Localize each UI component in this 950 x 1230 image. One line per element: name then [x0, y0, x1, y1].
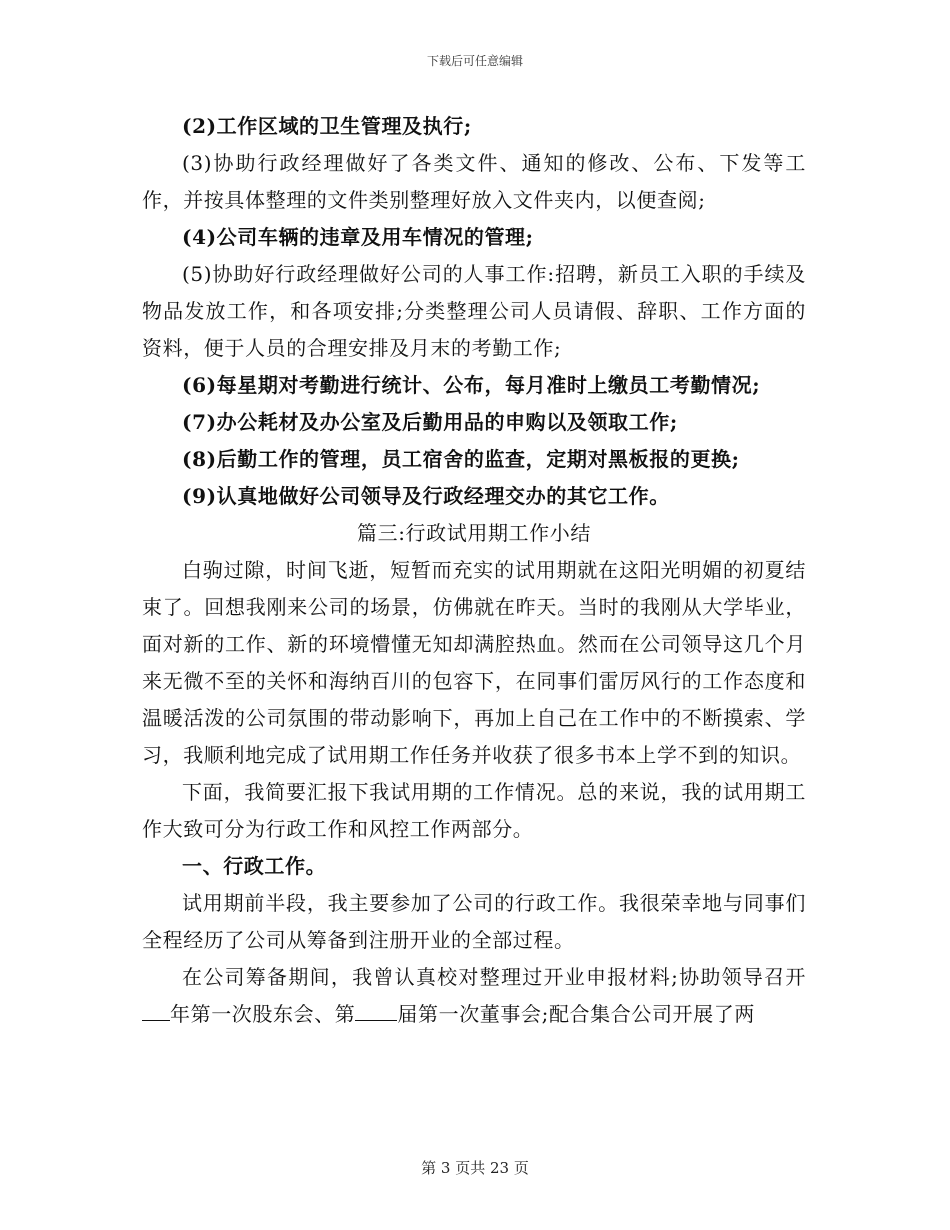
preparation-text-a: 在公司筹备期间，我曾认真校对整理过开业申报材料;协助领导召开 — [182, 965, 806, 989]
list-item-9: (9)认真地做好公司领导及行政经理交办的其它工作。 — [182, 484, 670, 508]
list-item-2: (2)工作区域的卫生管理及执行; — [182, 114, 472, 138]
document-body — [142, 108, 806, 1033]
list-item-5: (5)协助好行政经理做好公司的人事工作:招聘，新员工入职的手续及物品发放工作，和各项安排;分类整理公司人员请假、辞职、工作方面的资料，便于人员的合理安排及月末的考勤工作; — [142, 262, 806, 360]
paragraph-summary: 下面，我简要汇报下我试用期的工作情况。总的来说，我的试用期工作大致可分为行政工作和风控工作两部分。 — [142, 780, 806, 841]
heading-admin-work: 一、行政工作。 — [182, 854, 327, 878]
blank-session — [355, 1019, 397, 1021]
section-title: 篇三:行政试用期工作小结 — [357, 521, 591, 545]
list-item-3: (3)协助行政经理做好了各类文件、通知的修改、公布、下发等工作，并按具体整理的文件类别整理好放入文件夹内，以便查阅; — [142, 151, 806, 212]
list-item-6: (6)每星期对考勤进行统计、公布，每月准时上缴员工考勤情况; — [182, 373, 761, 397]
blank-year — [142, 1019, 170, 1021]
preparation-text-b: 年第一次股东会、第 — [170, 1002, 356, 1026]
paragraph-preparation — [142, 959, 806, 1033]
paragraph-admin-first-half: 试用期前半段，我主要参加了公司的行政工作。我很荣幸地与同事们全程经历了公司从筹备到注册开业的全部过程。 — [142, 891, 806, 952]
page-header: 下载后可任意编辑 — [426, 54, 523, 68]
list-item-7: (7)办公耗材及办公室及后勤用品的申购以及领取工作; — [182, 410, 678, 434]
paragraph-intro: 白驹过隙，时间飞逝，短暂而充实的试用期就在这阳光明媚的初夏结束了。回想我刚来公司的场景，仿佛就在昨天。当时的我刚从大学毕业，面对新的工作、新的环境懵懂无知却满腔热血。然而在公司领导这几个月来无微不至的关怀和海纳百川的包容下，在同事们雷厉风行的工作态度和温暖活泼的公司氛围的带动影响下，再加上自己在工作中的不断摸索、学习，我顺利地完成了试用期工作任务并收获了很多书本上学不到的知识。 — [142, 558, 806, 767]
list-item-4: (4)公司车辆的违章及用车情况的管理; — [182, 225, 534, 249]
list-item-8: (8)后勤工作的管理，员工宿舍的监查，定期对黑板报的更换; — [182, 447, 740, 471]
preparation-text-c: 届第一次董事会;配合集合公司开展了两 — [397, 1002, 755, 1026]
page-footer: 第 3 页共 23 页 — [421, 1159, 529, 1177]
